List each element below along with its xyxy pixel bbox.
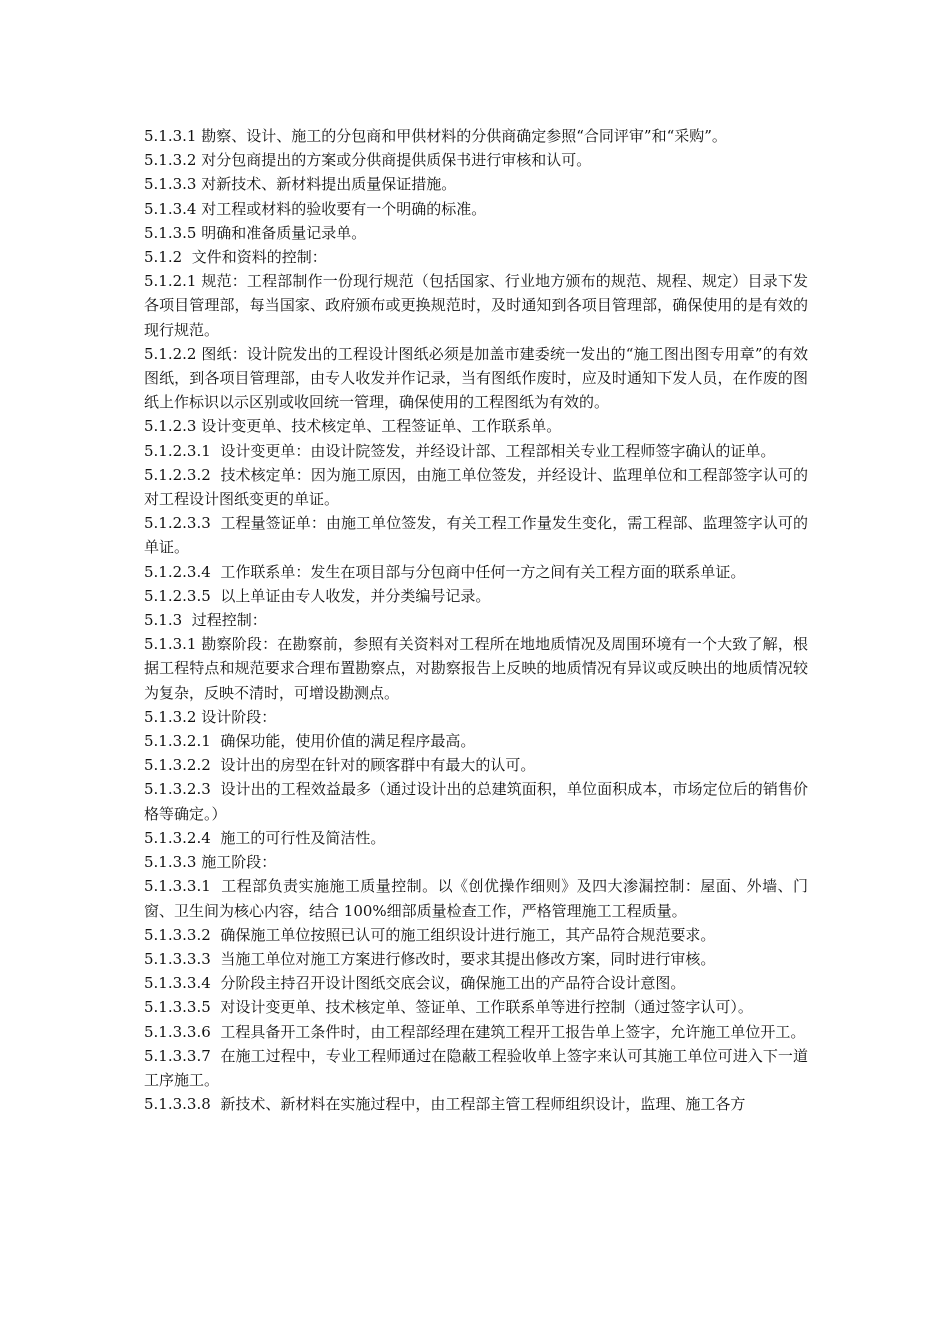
paragraph-5-1-3-3-construction: 5.1.3.3 施工阶段： — [144, 853, 277, 872]
paragraph-5-1-2-2-drawings: 5.1.2.2 图纸：设计院发出的工程设计图纸必须是加盖市建委统一发出的“施工图出图专用章”的有效图纸，到各项目管理部，由专人收发并作记录，当有图纸作废时，应及时通知下发人员，在作废的图纸上作标识以示区别或收回统一管理，确保使用的工程图纸为有效的。 — [144, 344, 808, 412]
paragraph-5-1-3-1-subcontractors: 5.1.3.1 勘察、设计、施工的分包商和甲供材料的分供商确定参照“合同评审”和“采购”。 — [144, 127, 727, 145]
paragraph-5-1-3-3-8: 5.1.3.3.8 新技术、新材料在实施过程中，由工程部主管工程师组织设计，监理、施工各方 — [144, 1095, 746, 1114]
paragraph-5-1-3-2-review: 5.1.3.2 对分包商提出的方案或分供商提供质保书进行审核和认可。 — [144, 151, 592, 170]
paragraph-5-1-2-1-standards: 5.1.2.1 规范：工程部制作一份现行规范（包括国家、行业地方颁布的规范、规程、规定）目录下发各项目管理部，每当国家、政府颁布或更换规范时，及时通知到各项目管理部，确保使用的是有效的现行规范。 — [144, 272, 808, 339]
document-body — [144, 124, 808, 1116]
paragraph-5-1-3-3-7: 5.1.3.3.7 在施工过程中，专业工程师通过在隐蔽工程验收单上签字来认可其施工单位可进入下一道工序施工。 — [144, 1046, 808, 1089]
paragraph-5-1-3-3-5: 5.1.3.3.5 对设计变更单、技术核定单、签证单、工作联系单等进行控制（通过签字认可）。 — [144, 998, 753, 1017]
paragraph-5-1-3-3-6: 5.1.3.3.6 工程具备开工条件时，由工程部经理在建筑工程开工报告单上签字，允许施工单位开工。 — [144, 1022, 806, 1041]
paragraph-5-1-3-3-new-tech: 5.1.3.3 对新技术、新材料提出质量保证措施。 — [144, 175, 457, 194]
paragraph-5-1-3-3-4: 5.1.3.3.4 分阶段主持召开设计图纸交底会议，确保施工出的产品符合设计意图。 — [144, 974, 686, 993]
paragraph-5-1-2-3-3: 5.1.2.3.3 工程量签证单：由施工单位签发，有关工程工作量发生变化，需工程部、监理签字认可的单证。 — [144, 514, 808, 557]
section-heading-5-1-3: 5.1.3 过程控制： — [144, 611, 267, 630]
paragraph-5-1-3-5-records: 5.1.3.5 明确和准备质量记录单。 — [144, 223, 367, 242]
paragraph-5-1-3-3-3: 5.1.3.3.3 当施工单位对施工方案进行修改时，要求其提出修改方案，同时进行审核。 — [144, 949, 716, 968]
paragraph-5-1-3-3-1: 5.1.3.3.1 工程部负责实施施工质量控制。以《创优操作细则》及四大渗漏控制：屋面、外墙、门窗、卫生间为核心内容，结合 100%细部质量检查工作，严格管理施工工程质量。 — [144, 877, 808, 920]
paragraph-5-1-3-1-survey: 5.1.3.1 勘察阶段：在勘察前，参照有关资料对工程所在地地质情况及周围环境有一个大致了解，根据工程特点和规范要求合理布置勘察点，对勘察报告上反映的地质情况有异议或反映出的地质情况较为复杂，反映不清时，可增设勘测点。 — [144, 635, 808, 702]
paragraph-5-1-3-2-2: 5.1.3.2.2 设计出的房型在针对的顾客群中有最大的认可。 — [144, 756, 536, 775]
paragraph-5-1-2-3-documents: 5.1.2.3 设计变更单、技术核定单、工程签证单、工作联系单。 — [144, 417, 562, 436]
paragraph-5-1-3-2-3: 5.1.3.2.3 设计出的工程效益最多（通过设计出的总建筑面积，单位面积成本，市场定位后的销售价格等确定。） — [144, 780, 808, 823]
paragraph-5-1-2-3-2: 5.1.2.3.2 技术核定单：因为施工原因，由施工单位签发，并经设计、监理单位和工程部签字认可的对工程设计图纸变更的单证。 — [144, 465, 808, 509]
paragraph-5-1-3-3-2: 5.1.3.3.2 确保施工单位按照已认可的施工组织设计进行施工，其产品符合规范要求。 — [144, 925, 716, 944]
paragraph-5-1-3-2-4: 5.1.3.2.4 施工的可行性及简洁性。 — [144, 828, 386, 847]
section-heading-5-1-2: 5.1.2 文件和资料的控制： — [144, 248, 327, 267]
paragraph-5-1-2-3-4: 5.1.2.3.4 工作联系单：发生在项目部与分包商中任何一方之间有关工程方面的联系单证。 — [144, 562, 746, 581]
paragraph-5-1-3-4-acceptance: 5.1.3.4 对工程或材料的验收要有一个明确的标准。 — [144, 199, 487, 218]
paragraph-5-1-2-3-1: 5.1.2.3.1 设计变更单：由设计院签发，并经设计部、工程部相关专业工程师签字确认的证单。 — [144, 441, 776, 460]
paragraph-5-1-3-2-design: 5.1.3.2 设计阶段： — [144, 707, 277, 726]
paragraph-5-1-2-3-5: 5.1.2.3.5 以上单证由专人收发，并分类编号记录。 — [144, 586, 491, 605]
paragraph-5-1-3-2-1: 5.1.3.2.1 确保功能，使用价值的满足程序最高。 — [144, 732, 476, 751]
